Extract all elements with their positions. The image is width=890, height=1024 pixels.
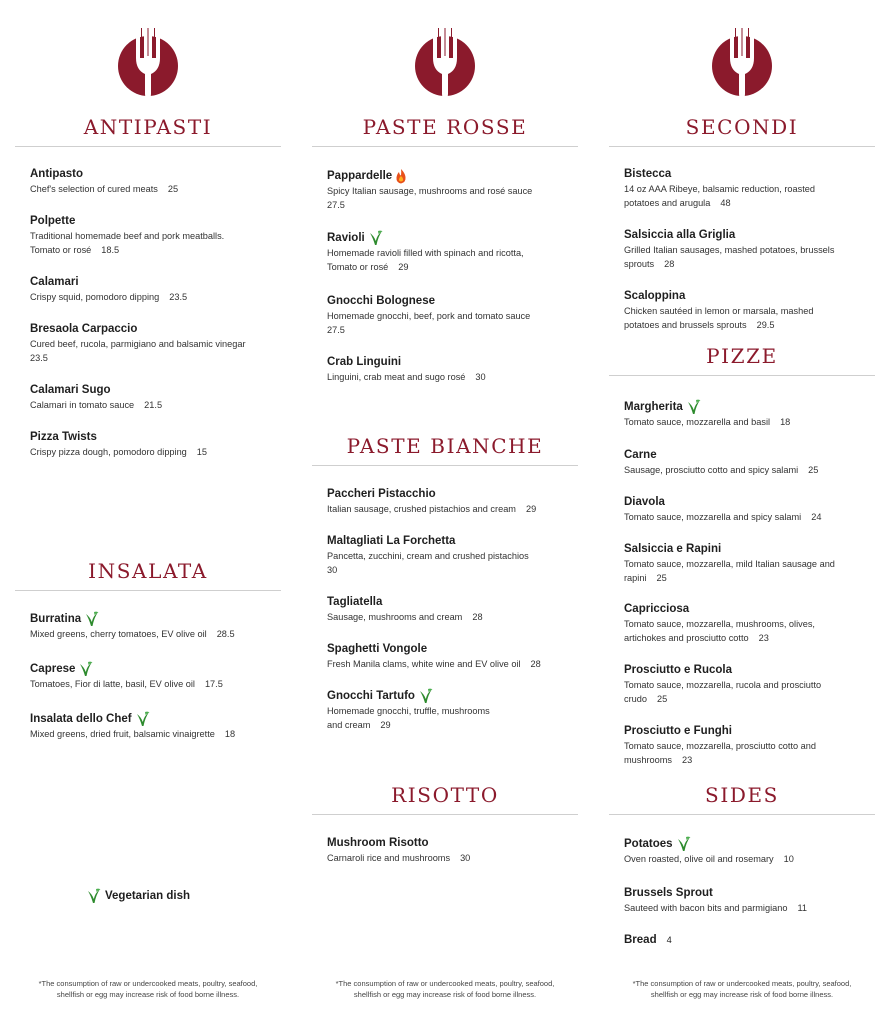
section-header-paste-bianche [312, 432, 578, 466]
item-description [624, 852, 864, 866]
item-name: Paccheri Pistacchio [327, 488, 436, 500]
menu-item [30, 383, 270, 412]
description-text: Carnaroli rice and mushrooms [327, 853, 451, 863]
item-name-row [30, 661, 270, 677]
item-name: Bread [624, 934, 657, 946]
description-text: Crispy squid, pomodoro dipping [30, 292, 160, 302]
menu-item [327, 836, 565, 865]
item-description [30, 182, 270, 196]
description-text: potatoes and arugula [624, 198, 711, 208]
item-description [30, 677, 270, 691]
menu-item [327, 688, 565, 732]
item-name: Insalata dello Chef [30, 712, 132, 725]
item-description [624, 901, 864, 915]
item-name: Gnocchi Bolognese [327, 295, 435, 307]
item-name: Tagliatella [327, 596, 383, 608]
section-title: ANTIPASTI [83, 115, 213, 139]
description-text: Tomato or rosé [327, 262, 389, 272]
leaf-v-icon [687, 399, 701, 415]
item-description-line: Homemade gnocchi, truffle, mushrooms [327, 706, 490, 716]
item-price: 23.5 [169, 292, 188, 302]
item-description [624, 692, 864, 706]
item-price: 30 [460, 853, 471, 863]
disclaimer-line: *The consumption of raw or undercooked meats, poultry, seafood, [38, 979, 258, 988]
leaf-v-icon [136, 711, 150, 727]
menu-item [624, 933, 864, 948]
leaf-v-icon [419, 688, 433, 704]
item-description-line: Traditional homemade beef and pork meatballs. [30, 231, 225, 241]
legend-label: Vegetarian dish [105, 890, 191, 902]
disclaimer-line: shellfish or egg may increase risk of food borne illness. [56, 990, 240, 999]
item-price: 28 [664, 259, 675, 269]
item-price: 48 [720, 198, 731, 208]
item-name: Pizza Twists [30, 431, 97, 443]
item-name: Salsiccia e Rapini [624, 543, 722, 555]
menu-item [624, 602, 864, 645]
item-description [30, 243, 270, 257]
item-description [327, 657, 565, 671]
item-name: Antipasto [30, 168, 84, 180]
item-description [624, 415, 864, 429]
item-name: Crab Linguini [327, 356, 402, 368]
description-text: Sauteed with bacon bits and parmigiano [624, 903, 788, 913]
description-text: rapini [624, 573, 647, 583]
item-name-row [624, 399, 864, 415]
item-description-line: Grilled Italian sausages, mashed potatoes, brussels [624, 245, 835, 255]
disclaimer-line: shellfish or egg may increase risk of food borne illness. [353, 990, 537, 999]
menu-item [624, 542, 864, 585]
description-text: Tomato sauce, mozzarella and basil [624, 417, 771, 427]
item-name: Prosciutto e Rucola [624, 664, 732, 676]
leaf-v-icon [79, 661, 93, 677]
item-name-row [624, 933, 864, 948]
item-price: 29 [398, 262, 409, 272]
leaf-v-icon [87, 888, 101, 904]
item-name: Polpette [30, 215, 76, 227]
item-name: Potatoes [624, 837, 673, 850]
description-text: crudo [624, 694, 647, 704]
section-header-secondi [609, 113, 875, 147]
item-name: Mushroom Risotto [327, 837, 429, 849]
item-description [624, 510, 864, 524]
item-price: 10 [783, 854, 794, 864]
description-text: sprouts [624, 259, 655, 269]
menu-column-middle [312, 0, 578, 1024]
leaf-v-icon [369, 230, 383, 246]
description-text: Calamari in tomato sauce [30, 400, 135, 410]
section-title: INSALATA [88, 559, 208, 583]
item-description-line: Tomato sauce, mozzarella, mild Italian sausage and [624, 559, 835, 569]
food-safety-disclaimer [15, 978, 281, 1000]
item-name: Prosciutto e Funghi [624, 725, 732, 737]
item-price: 23 [758, 633, 769, 643]
item-description [30, 627, 270, 641]
section-header-risotto [312, 781, 578, 815]
section-header-paste-rosse [312, 113, 578, 147]
item-price: 28.5 [216, 629, 235, 639]
menu-column-right [609, 0, 875, 1024]
item-description [624, 571, 864, 585]
item-price: 24 [811, 512, 822, 522]
item-price: 23.5 [30, 353, 48, 363]
description-text: Mixed greens, cherry tomatoes, EV olive oil [30, 629, 207, 639]
menu-item [327, 642, 565, 671]
menu-item [327, 355, 565, 384]
menu-item [624, 724, 864, 767]
fork-circle-icon [116, 28, 180, 98]
item-price: 17.5 [204, 679, 223, 689]
item-description-line: 14 oz AAA Ribeye, balsamic reduction, roasted [624, 184, 816, 194]
item-price: 25 [167, 184, 179, 194]
section-header-antipasti [15, 113, 281, 147]
item-name: Bresaola Carpaccio [30, 323, 138, 335]
item-description-line: Tomato sauce, mozzarella, mushrooms, olives, [624, 619, 815, 629]
menu-item [624, 836, 864, 866]
description-text: Sausage, mushrooms and cream [327, 612, 463, 622]
description-text: Tomato sauce, mozzarella and spicy salami [624, 512, 802, 522]
menu-item [327, 169, 565, 212]
description-text: Crispy pizza dough, pomodoro dipping [30, 447, 187, 457]
item-name: Spaghetti Vongole [327, 643, 428, 655]
menu-item [327, 230, 565, 274]
item-name: Calamari Sugo [30, 384, 111, 396]
disclaimer-line: *The consumption of raw or undercooked meats, poultry, seafood, [632, 979, 852, 988]
item-price: 29 [380, 720, 391, 730]
menu-item [30, 711, 270, 741]
item-description [327, 260, 565, 274]
description-text: Oven roasted, olive oil and rosemary [624, 854, 774, 864]
item-description [624, 463, 864, 477]
menu-item [624, 399, 864, 429]
item-description [327, 718, 565, 732]
disclaimer-line: *The consumption of raw or undercooked meats, poultry, seafood, [335, 979, 555, 988]
item-price: 18 [780, 417, 791, 427]
item-description-line: Homemade gnocchi, beef, pork and tomato sauce [327, 311, 531, 321]
item-price: 18.5 [101, 245, 120, 255]
item-price: 4 [666, 935, 672, 945]
food-safety-disclaimer [609, 978, 875, 1000]
item-name: Margherita [624, 400, 683, 413]
section-title: SECONDI [685, 115, 799, 139]
description-text: Fresh Manila clams, white wine and EV olive oil [327, 659, 521, 669]
item-name: Calamari [30, 276, 79, 288]
menu-item [624, 289, 864, 332]
item-name: Salsiccia alla Griglia [624, 229, 736, 241]
section-header-sides [609, 781, 875, 815]
item-name-row [30, 611, 270, 627]
fork-circle-icon [413, 28, 477, 98]
section-header-pizze [609, 342, 875, 376]
menu-item [624, 663, 864, 706]
item-price: 27.5 [327, 200, 345, 210]
description-text: potatoes and brussels sprouts [624, 320, 747, 330]
menu-item [624, 886, 864, 915]
description-text: Chef's selection of cured meats [30, 184, 158, 194]
item-description [30, 445, 270, 459]
item-name: Scaloppina [624, 290, 686, 302]
description-text: mushrooms [624, 755, 672, 765]
item-price: 29 [525, 504, 537, 514]
flame-icon [395, 169, 407, 184]
item-description-line: Tomato sauce, mozzarella, rucola and prosciutto [624, 680, 822, 690]
menu-item [327, 595, 565, 624]
menu-item [30, 322, 270, 365]
menu-item [624, 495, 864, 524]
item-name: Bistecca [624, 168, 672, 180]
item-price: 25 [808, 465, 819, 475]
item-description-line: Cured beef, rucola, parmigiano and balsamic vinegar [30, 339, 246, 349]
item-description [327, 851, 565, 865]
leaf-v-icon [677, 836, 691, 852]
menu-item [624, 448, 864, 477]
item-name-row [624, 836, 864, 852]
menu-item [30, 167, 270, 196]
menu-item [624, 167, 864, 210]
menu-item [30, 430, 270, 459]
item-name: Carne [624, 449, 657, 461]
description-text: artichokes and prosciutto cotto [624, 633, 749, 643]
menu-item [327, 294, 565, 337]
item-name: Burratina [30, 612, 82, 625]
item-price: 30 [327, 565, 338, 575]
item-price: 27.5 [327, 325, 345, 335]
item-name: Capricciosa [624, 603, 690, 615]
item-description [30, 727, 270, 741]
section-title: PIZZE [706, 344, 778, 368]
item-price: 25 [656, 573, 667, 583]
section-header-insalata [15, 557, 281, 591]
item-price: 25 [656, 694, 668, 704]
disclaimer-line: shellfish or egg may increase risk of food borne illness. [650, 990, 834, 999]
item-name: Diavola [624, 496, 665, 508]
description-text: Tomato or rosé [30, 245, 92, 255]
food-safety-disclaimer [312, 978, 578, 1000]
item-price: 23 [682, 755, 693, 765]
item-name-row [327, 230, 565, 246]
item-description [624, 631, 864, 645]
item-price: 15 [196, 447, 208, 457]
item-price: 28 [472, 612, 483, 622]
item-name: Pappardelle [327, 170, 393, 182]
item-description-line: Chicken sautéed in lemon or marsala, mashed [624, 306, 814, 316]
item-price: 18 [224, 729, 236, 739]
item-description-line: Tomato sauce, mozzarella, prosciutto cotto and [624, 741, 817, 751]
description-text: and cream [327, 720, 371, 730]
item-name: Brussels Sprout [624, 887, 713, 899]
section-title: SIDES [705, 783, 779, 807]
item-description [30, 398, 270, 412]
fork-circle-icon [710, 28, 774, 98]
item-description [327, 370, 565, 384]
item-name: Caprese [30, 662, 76, 675]
item-name-row [30, 711, 270, 727]
section-title: PASTE BIANCHE [346, 434, 544, 458]
menu-column-left [15, 0, 281, 1024]
menu-item [30, 611, 270, 641]
menu-item [327, 534, 565, 577]
description-text: Mixed greens, dried fruit, balsamic vinaigrette [30, 729, 215, 739]
item-price: 28 [530, 659, 541, 669]
item-description-line: Pancetta, zucchini, cream and crushed pistachios [327, 551, 529, 561]
item-name: Ravioli [327, 231, 365, 244]
item-description-line: Spicy Italian sausage, mushrooms and rosé sauce [327, 186, 533, 196]
item-description [624, 196, 864, 210]
menu-item [30, 214, 270, 257]
section-title: PASTE ROSSE [362, 115, 528, 139]
item-price: 30 [475, 372, 486, 382]
menu-item [30, 661, 270, 691]
menu-item [327, 487, 565, 516]
description-text: Sausage, prosciutto cotto and spicy salami [624, 465, 799, 475]
item-name: Maltagliati La Forchetta [327, 535, 456, 547]
description-text: Italian sausage, crushed pistachios and cream [327, 504, 516, 514]
item-name: Gnocchi Tartufo [327, 689, 415, 702]
description-text: Linguini, crab meat and sugo rosé [327, 372, 466, 382]
menu-item [30, 275, 270, 304]
description-text: Tomatoes, Fior di latte, basil, EV olive oil [30, 679, 195, 689]
menu-item [624, 228, 864, 271]
leaf-v-icon [85, 611, 99, 627]
item-price: 29.5 [756, 320, 775, 330]
item-price: 11 [797, 903, 807, 913]
item-name-row [327, 688, 565, 704]
item-description [624, 318, 864, 332]
vegetarian-legend [87, 888, 190, 904]
item-description [30, 290, 270, 304]
item-description [624, 257, 864, 271]
item-price: 21.5 [144, 400, 163, 410]
item-description [327, 502, 565, 516]
item-description-line: Homemade ravioli filled with spinach and ricotta, [327, 248, 524, 258]
section-title: RISOTTO [391, 783, 499, 807]
item-description [624, 753, 864, 767]
item-description [327, 610, 565, 624]
item-name-row [327, 169, 565, 184]
